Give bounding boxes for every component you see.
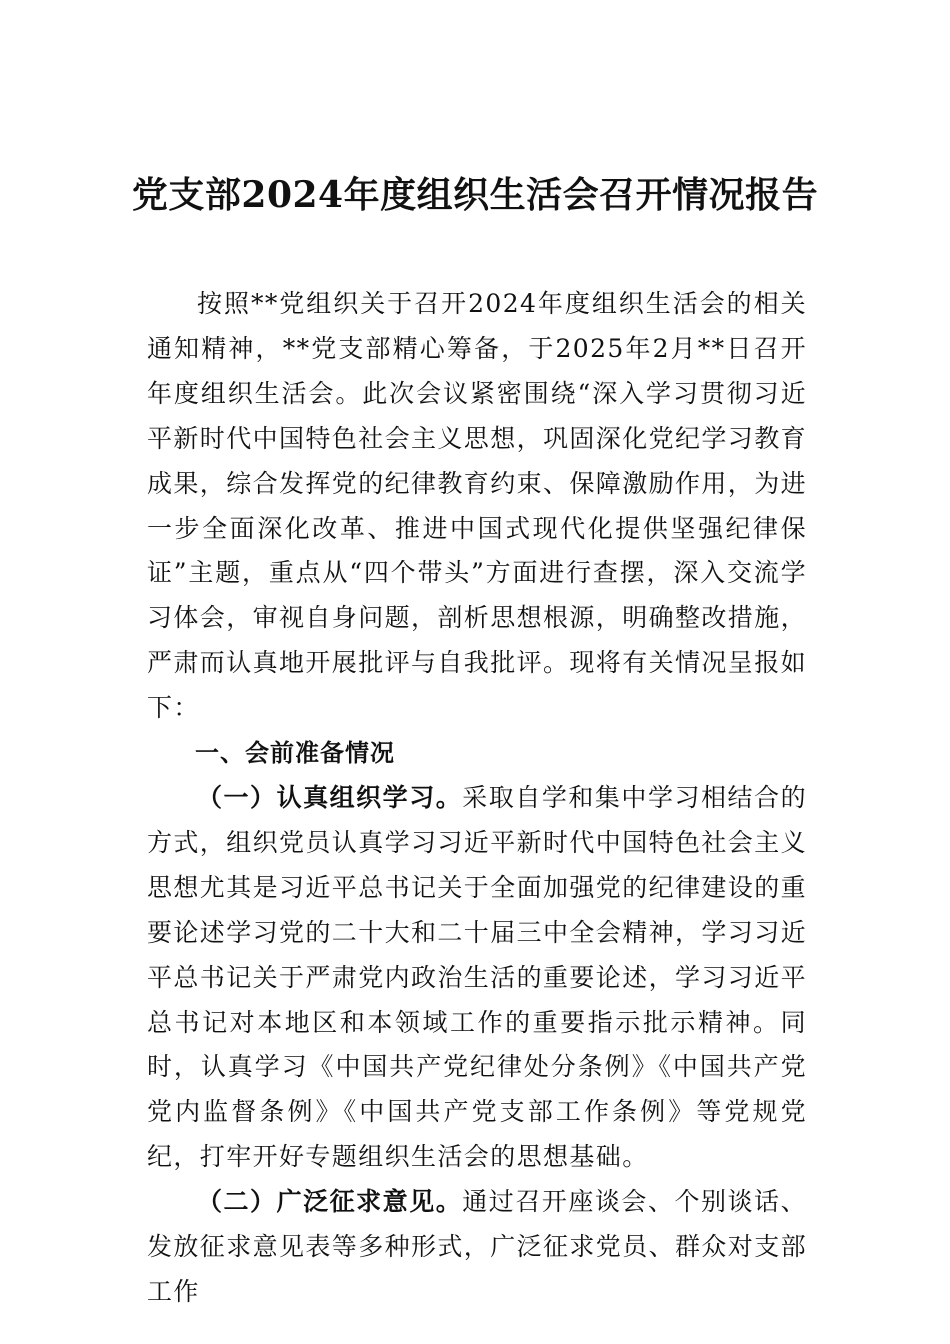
intro-paragraph: 按照**党组织关于召开2024年度组织生活会的相关通知精神，**党支部精心筹备，于2025年2月**日召开年度组织生活会。此次会议紧密围绕“深入学习贯彻习近平新时代中国特色社会主义思想，巩固深化党纪学习教育成果，综合发挥党的纪律教育约束、保障激励作用，为进一步全面深化改革、推进中国式现代化提供坚强纪律保证”主题，重点从“四个带头”方面进行查摆，深入交流学习体会，审视自身问题，剖析思想根源，明确整改措施，严肃而认真地开展批评与自我批评。现将有关情况呈报如下：	[147, 289, 808, 723]
subsection-paragraph-study	[147, 776, 807, 1180]
subsection-text-opinions: 通过召开座谈会、个别谈话、发放征求意见表等多种形式，广泛征求党员、群众对支部工作	[147, 1187, 808, 1306]
subsection-paragraph-opinions	[147, 1180, 807, 1315]
subsection-lead-study: （一）认真组织学习。	[197, 782, 463, 812]
subsection-text-study: 采取自学和集中学习相结合的方式，组织党员认真学习习近平新时代中国特色社会主义思想尤其是习近平总书记关于全面加强党的纪律建设的重要论述学习党的二十大和二十届三中全会精神，学习习近平总书记关于严肃党内政治生活的重要论述，学习习近平总书记对本地区和本领域工作的重要指示批示精神。同时，认真学习《中国共产党纪律处分条例》《中国共产党党内监督条例》《中国共产党支部工作条例》等党规党纪，打牢开好专题组织生活会的思想基础。	[147, 782, 808, 1172]
subsection-lead-opinions: （二）广泛征求意见。	[197, 1187, 463, 1217]
document-body	[147, 282, 807, 1315]
section-heading-preparation: 一、会前准备情况	[195, 739, 395, 768]
document-title: 党支部2024年度组织生活会召开情况报告	[131, 174, 819, 216]
